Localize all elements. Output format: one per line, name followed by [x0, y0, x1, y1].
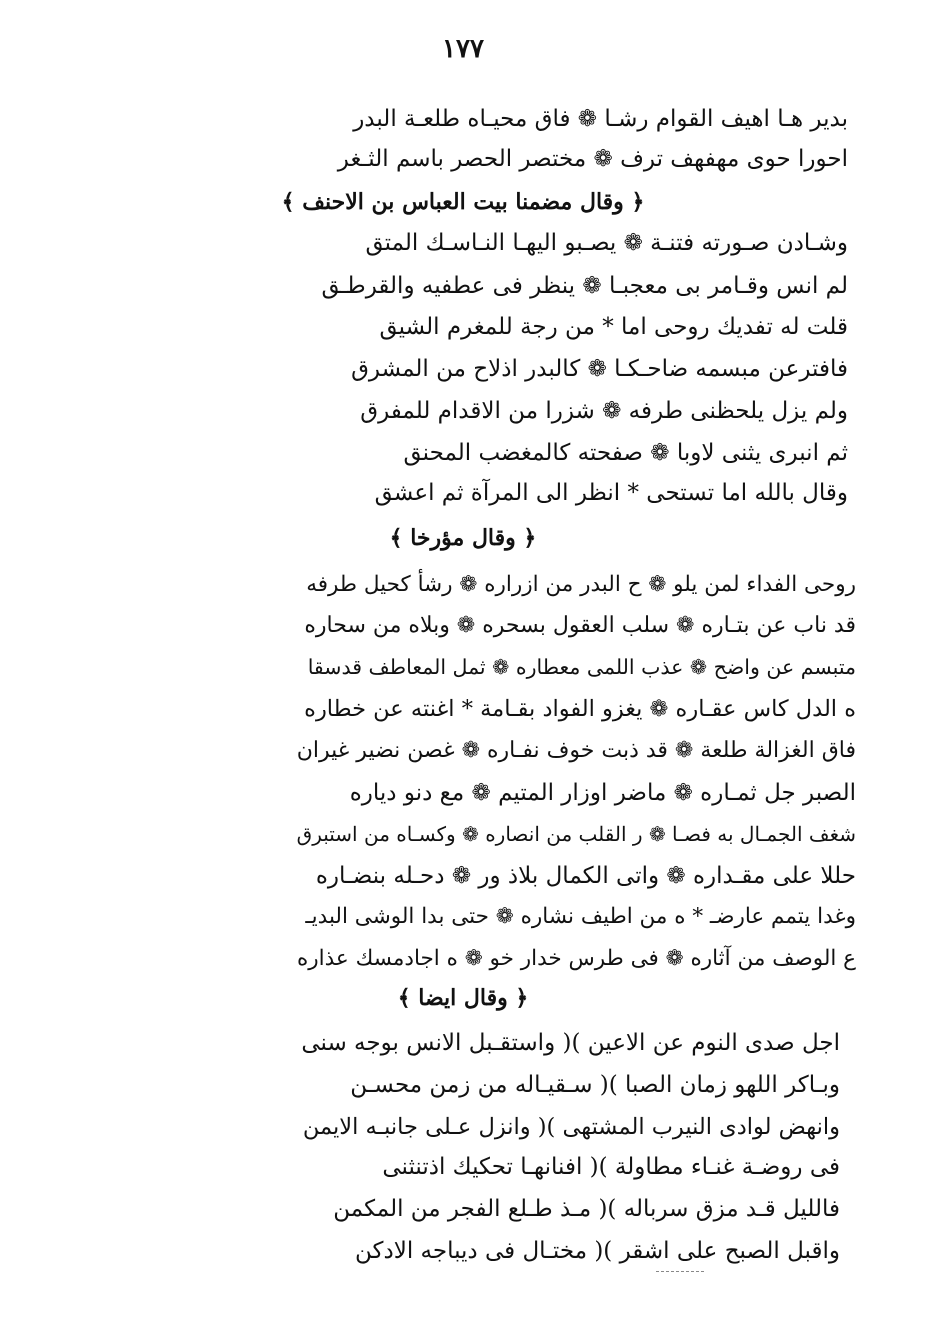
- verse-line: احورا حوى مهفهف ترف ❁ مختصر الحصر باسم الثـغر: [337, 146, 848, 172]
- verse-line: ه الدل كاس عقـاره ❁ يغزو الفواد بقـامة * اغنته عن خطاره: [304, 696, 856, 722]
- page-number: ١٧٧: [442, 34, 484, 64]
- section-heading: ﴿ وقال مؤرخا ﴾: [389, 525, 537, 551]
- verse-line: فى روضـة غنـاء مطاولة )( افنانهـا تحكيك اذتنثنى: [382, 1154, 840, 1180]
- verse-line: ثم انبرى يثنى لاوبا ❁ صفحته كالمغضب المحنق: [403, 440, 848, 466]
- verse-line: وبـاكر اللهو زمان الصبا )( سـقيـاله من زمن محسـن: [350, 1072, 840, 1098]
- verse-line: فافترعن مبسمه ضاحـكـا ❁ كالبدر اذلاح من المشرق: [351, 356, 848, 382]
- verse-line: بدير هـا اهيف القوام رشـا ❁ فاق محيـاه طلعـة البدر: [353, 106, 848, 132]
- section-heading: ﴿ وقال مضمنا بيت العباس بن الاحنف ﴾: [281, 189, 645, 215]
- verse-line: الصبر جل ثمـاره ❁ ماضر اوزار المتيم ❁ مع دنو دياره: [349, 780, 856, 806]
- verse-line: وشـادن صـورته فتنـة ❁ يصـبو اليهـا النـاسـك المتق: [365, 230, 848, 256]
- verse-line: وقال بالله اما تستحى * انظر الى المرآة ثم اعشق: [374, 480, 848, 506]
- verse-line: شغف الجمـال به فصـا ❁ ر القلب من انصاره ❁ وكسـاه من استبرق: [296, 822, 856, 846]
- verse-line: وانهض لوادى النيرب المشتهى )( وانزل عـلى جانبـه الايمن: [302, 1114, 840, 1140]
- verse-line: لم انس وقـامر بى معجبـا ❁ ينظر فى عطفيه والقرطـق: [321, 273, 848, 299]
- verse-line: ولم يزل يلحظنى طرفه ❁ شزرا من الاقدام للمفرق: [360, 398, 848, 424]
- verse-line: فاق الغزالة طلعة ❁ قد ذبت خوف نفـاره ❁ غصن نضير غيران: [296, 738, 856, 763]
- verse-line: واقبل الصبح على اشقر )( مختـال فى ديباجه الادكن: [355, 1238, 840, 1264]
- verse-line: قد ناب عن بتـاره ❁ سلب العقول بسحره ❁ وبلاه من سحاره: [304, 613, 856, 638]
- verse-line: وغدا يتمم عارضـ * ه من اطيف نشاره ❁ حتى بدا الوشى البديـ: [305, 904, 856, 929]
- verse-line: متبسم عن واضح ❁ عذب اللمى معطاره ❁ ثمل المعاطف قدسقا: [307, 655, 856, 679]
- verse-line: ع الوصف من آثاره ❁ فى طرس خدار خو ❁ ه اجادمسك عذاره: [297, 946, 856, 971]
- verse-line: فالليل قـد مزق سرباله )( مـذ طـلع الفجر من المكمن: [333, 1196, 840, 1222]
- verse-line: روحى الفداء لمن يلو ❁ ح البدر من ازراره ❁ رشأ كحيل طرفه: [306, 572, 856, 597]
- page-end-rule: [656, 1271, 704, 1272]
- section-heading: ﴿ وقال ايضا ﴾: [397, 985, 529, 1011]
- verse-line: اجل صدى النوم عن الاعين )( واستقـبل الانس بوجه سنى: [301, 1030, 840, 1056]
- verse-line: قلت له تفديك روحى اما * من رجة للمغرم الشيق: [379, 314, 848, 340]
- verse-line: حللا على مقـداره ❁ واتى الكمال بلاذ ور ❁ دحـله بنضـاره: [315, 863, 856, 889]
